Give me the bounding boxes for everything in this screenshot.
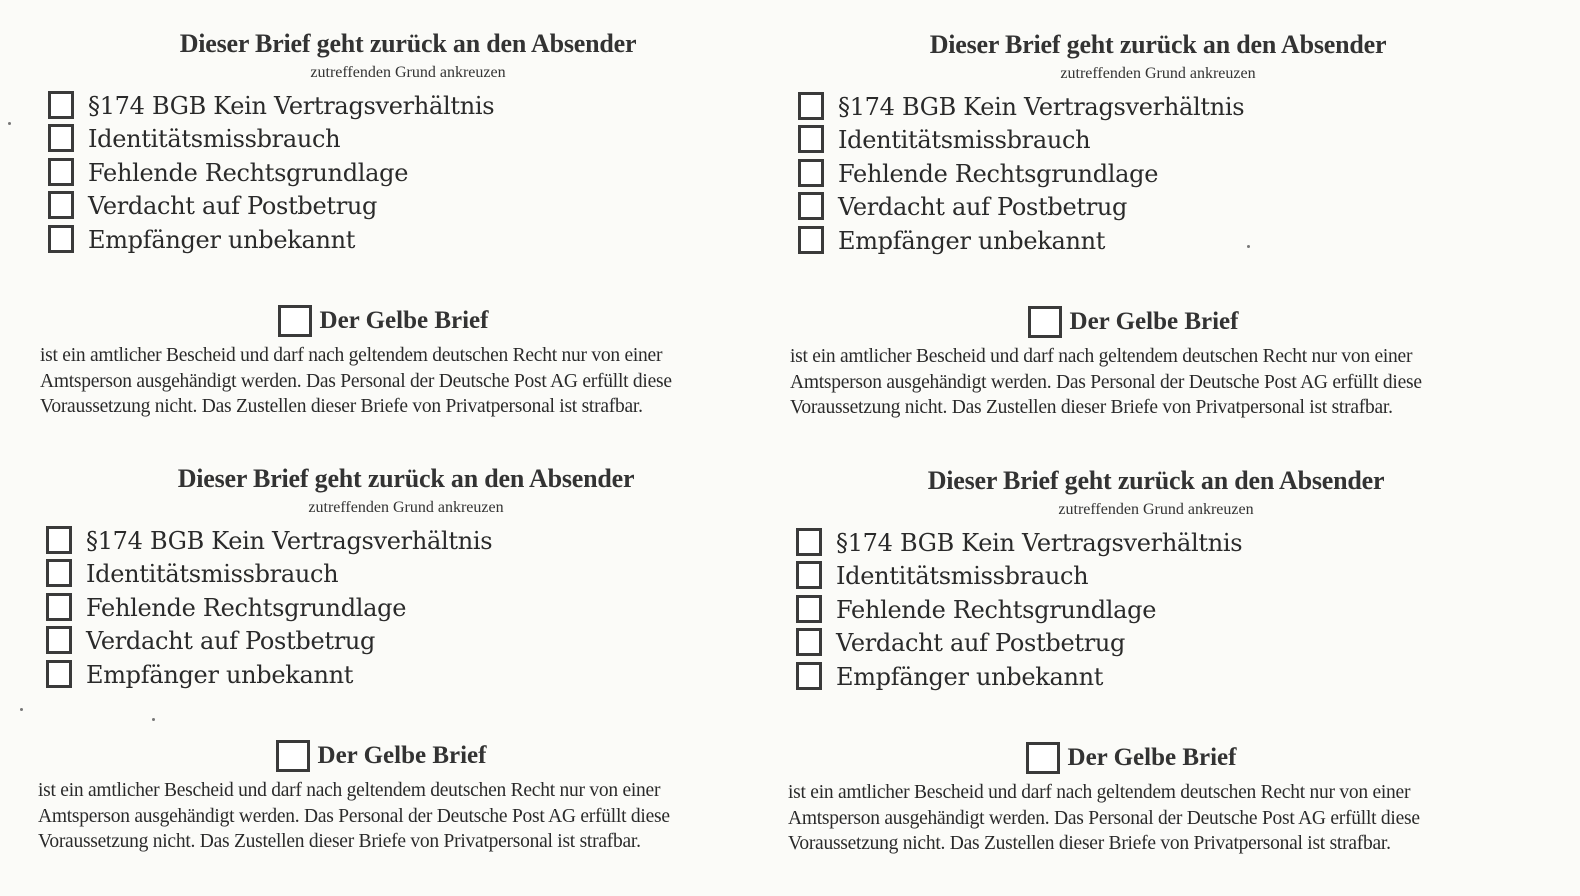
gelbe-brief-checkbox[interactable] bbox=[1026, 742, 1060, 774]
reason-label: §174 BGB Kein Vertragsverhältnis bbox=[86, 526, 493, 555]
reason-list bbox=[796, 526, 1242, 694]
gelbe-brief-title: Der Gelbe Brief bbox=[1067, 744, 1237, 771]
reason-label: §174 BGB Kein Vertragsverhältnis bbox=[88, 91, 495, 120]
reason-item[interactable] bbox=[46, 625, 492, 659]
explanation-line: Amtsperson ausgehändigt werden. Das Personal der Deutsche Post AG erfüllt diese bbox=[790, 371, 1422, 393]
explanation-line: Amtsperson ausgehändigt werden. Das Personal der Deutsche Post AG erfüllt diese bbox=[40, 370, 672, 392]
gelbe-brief-title: Der Gelbe Brief bbox=[1069, 308, 1239, 335]
slip-subtitle: zutreffenden Grund ankreuzen bbox=[310, 64, 506, 81]
reason-checkbox[interactable] bbox=[798, 159, 824, 187]
reason-checkbox[interactable] bbox=[798, 125, 824, 153]
reason-item[interactable] bbox=[798, 191, 1244, 225]
reason-label: Verdacht auf Postbetrug bbox=[836, 629, 1126, 658]
reason-label: Empfänger unbekannt bbox=[838, 226, 1106, 255]
reason-list bbox=[46, 524, 492, 692]
explanation-line: Voraussetzung nicht. Das Zustellen dieser Briefe von Privatpersonal ist strafbar. bbox=[40, 396, 643, 417]
return-slip-bottom-right bbox=[776, 462, 1536, 862]
explanation-line: ist ein amtlicher Bescheid und darf nach geltendem deutschen Recht nur von einer bbox=[38, 780, 661, 801]
reason-item[interactable] bbox=[798, 224, 1244, 258]
gelbe-brief-explanation bbox=[40, 343, 788, 420]
gelbe-brief-checkbox[interactable] bbox=[276, 740, 310, 772]
reason-item[interactable] bbox=[796, 660, 1242, 694]
reason-item[interactable] bbox=[798, 90, 1244, 124]
reason-checkbox[interactable] bbox=[48, 158, 74, 186]
reason-checkbox[interactable] bbox=[46, 660, 72, 688]
reason-label: Verdacht auf Postbetrug bbox=[88, 192, 378, 221]
slip-title: Dieser Brief geht zurück an den Absender bbox=[929, 30, 1387, 59]
reason-label: Empfänger unbekannt bbox=[86, 660, 354, 689]
return-slip-bottom-left bbox=[26, 460, 786, 860]
reason-checkbox[interactable] bbox=[796, 595, 822, 623]
reason-item[interactable] bbox=[46, 524, 492, 558]
reason-checkbox[interactable] bbox=[46, 593, 72, 621]
reason-item[interactable] bbox=[48, 123, 494, 157]
reason-item[interactable] bbox=[796, 593, 1242, 627]
reason-label: §174 BGB Kein Vertragsverhältnis bbox=[838, 92, 1245, 121]
reason-checkbox[interactable] bbox=[796, 628, 822, 656]
explanation-line: ist ein amtlicher Bescheid und darf nach geltendem deutschen Recht nur von einer bbox=[788, 782, 1411, 803]
explanation-line: ist ein amtlicher Bescheid und darf nach geltendem deutschen Recht nur von einer bbox=[790, 346, 1413, 367]
gelbe-brief-explanation bbox=[38, 778, 786, 855]
explanation-line: Voraussetzung nicht. Das Zustellen dieser Briefe von Privatpersonal ist strafbar. bbox=[790, 397, 1393, 418]
reason-list bbox=[48, 89, 494, 257]
return-slip-top-right bbox=[778, 26, 1538, 426]
slip-title: Dieser Brief geht zurück an den Absender bbox=[179, 29, 637, 58]
explanation-line: Amtsperson ausgehändigt werden. Das Personal der Deutsche Post AG erfüllt diese bbox=[38, 805, 670, 827]
reason-checkbox[interactable] bbox=[796, 528, 822, 556]
reason-checkbox[interactable] bbox=[48, 124, 74, 152]
reason-checkbox[interactable] bbox=[798, 192, 824, 220]
gelbe-brief-explanation bbox=[788, 780, 1536, 857]
slip-subtitle: zutreffenden Grund ankreuzen bbox=[1060, 65, 1256, 82]
gelbe-brief-title: Der Gelbe Brief bbox=[317, 742, 487, 769]
explanation-line: Voraussetzung nicht. Das Zustellen dieser Briefe von Privatpersonal ist strafbar. bbox=[38, 831, 641, 852]
slip-title: Dieser Brief geht zurück an den Absender bbox=[177, 464, 635, 493]
reason-item[interactable] bbox=[48, 223, 494, 257]
reason-label: Identitätsmissbrauch bbox=[838, 126, 1091, 155]
explanation-line: Voraussetzung nicht. Das Zustellen dieser Briefe von Privatpersonal ist strafbar. bbox=[788, 833, 1391, 854]
gelbe-brief-option[interactable] bbox=[28, 305, 788, 337]
gelbe-brief-explanation bbox=[790, 344, 1538, 421]
scan-speck bbox=[1247, 245, 1250, 248]
gelbe-brief-checkbox[interactable] bbox=[278, 305, 312, 337]
reason-checkbox[interactable] bbox=[796, 662, 822, 690]
reason-label: Empfänger unbekannt bbox=[88, 225, 356, 254]
reason-label: Fehlende Rechtsgrundlage bbox=[838, 159, 1159, 188]
reason-item[interactable] bbox=[48, 156, 494, 190]
gelbe-brief-option[interactable] bbox=[776, 742, 1536, 774]
explanation-line: ist ein amtlicher Bescheid und darf nach geltendem deutschen Recht nur von einer bbox=[40, 345, 663, 366]
reason-checkbox[interactable] bbox=[46, 526, 72, 554]
reason-label: Fehlende Rechtsgrundlage bbox=[836, 595, 1157, 624]
reason-label: Fehlende Rechtsgrundlage bbox=[86, 593, 407, 622]
reason-item[interactable] bbox=[48, 89, 494, 123]
reason-item[interactable] bbox=[798, 157, 1244, 191]
reason-label: §174 BGB Kein Vertragsverhältnis bbox=[836, 528, 1243, 557]
reason-checkbox[interactable] bbox=[48, 225, 74, 253]
reason-label: Verdacht auf Postbetrug bbox=[86, 627, 376, 656]
reason-checkbox[interactable] bbox=[48, 91, 74, 119]
reason-label: Identitätsmissbrauch bbox=[836, 562, 1089, 591]
reason-label: Empfänger unbekannt bbox=[836, 662, 1104, 691]
reason-item[interactable] bbox=[46, 558, 492, 592]
reason-checkbox[interactable] bbox=[46, 626, 72, 654]
reason-checkbox[interactable] bbox=[48, 191, 74, 219]
scan-speck bbox=[20, 708, 23, 711]
reason-item[interactable] bbox=[796, 560, 1242, 594]
reason-label: Identitätsmissbrauch bbox=[86, 560, 339, 589]
reason-list bbox=[798, 90, 1244, 258]
reason-checkbox[interactable] bbox=[798, 226, 824, 254]
explanation-line: Amtsperson ausgehändigt werden. Das Personal der Deutsche Post AG erfüllt diese bbox=[788, 807, 1420, 829]
reason-checkbox[interactable] bbox=[796, 561, 822, 589]
reason-checkbox[interactable] bbox=[46, 559, 72, 587]
return-slip-top-left bbox=[28, 25, 788, 425]
slip-subtitle: zutreffenden Grund ankreuzen bbox=[308, 499, 504, 516]
scan-speck bbox=[8, 122, 11, 125]
gelbe-brief-title: Der Gelbe Brief bbox=[319, 307, 489, 334]
scan-speck bbox=[152, 718, 155, 721]
reason-item[interactable] bbox=[46, 591, 492, 625]
reason-item[interactable] bbox=[796, 526, 1242, 560]
reason-label: Identitätsmissbrauch bbox=[88, 125, 341, 154]
reason-label: Verdacht auf Postbetrug bbox=[838, 193, 1128, 222]
slip-title: Dieser Brief geht zurück an den Absender bbox=[927, 466, 1385, 495]
gelbe-brief-option[interactable] bbox=[26, 740, 786, 772]
reason-item[interactable] bbox=[48, 190, 494, 224]
gelbe-brief-checkbox[interactable] bbox=[1028, 306, 1062, 338]
reason-checkbox[interactable] bbox=[798, 92, 824, 120]
reason-label: Fehlende Rechtsgrundlage bbox=[88, 158, 409, 187]
gelbe-brief-option[interactable] bbox=[778, 306, 1538, 338]
reason-item[interactable] bbox=[796, 627, 1242, 661]
reason-item[interactable] bbox=[798, 124, 1244, 158]
reason-item[interactable] bbox=[46, 658, 492, 692]
slip-subtitle: zutreffenden Grund ankreuzen bbox=[1058, 501, 1254, 518]
